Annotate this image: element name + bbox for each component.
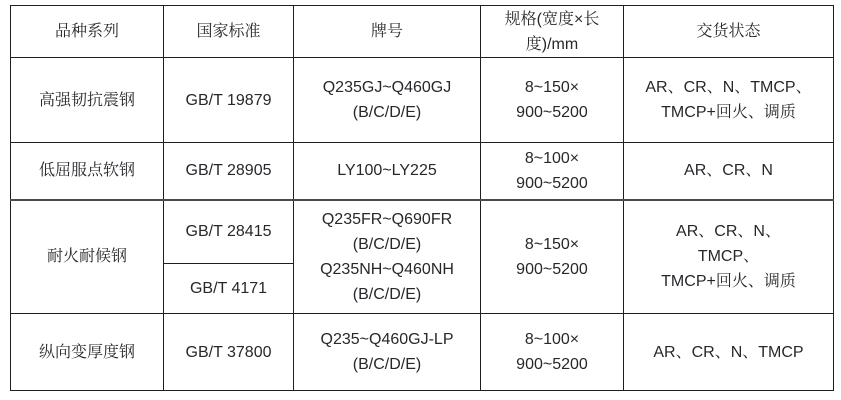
steel-products-table <box>10 5 834 391</box>
grade-line: Q235NH~Q460NH <box>320 260 454 278</box>
series-cell: 纵向变厚度钢 <box>11 314 164 391</box>
header-grade: 牌号 <box>294 6 481 58</box>
grade-cell <box>294 143 481 200</box>
delivery-line: TMCP+回火、调质 <box>661 273 796 291</box>
delivery-cell <box>624 314 834 391</box>
spec-cell <box>481 200 624 314</box>
spec-line: 900~5200 <box>516 356 588 373</box>
delivery-cell <box>624 200 834 314</box>
grade-cell <box>294 200 481 314</box>
spec-line: 900~5200 <box>516 260 588 278</box>
table-header-row <box>11 6 834 58</box>
spec-line: 8~100× <box>524 149 580 167</box>
spec-line: 900~5200 <box>516 104 588 121</box>
grade-cell <box>294 314 481 391</box>
delivery-line: TMCP、 <box>697 248 760 266</box>
delivery-cell <box>624 143 834 200</box>
grade-line: Q235FR~Q690FR <box>321 210 453 228</box>
standard-cell: GB/T 19879 <box>164 58 294 143</box>
series-cell: 耐火耐候钢 <box>11 200 164 314</box>
grade-line: (B/C/D/E) <box>352 285 422 303</box>
series-cell: 低屈服点软钢 <box>11 143 164 200</box>
table-row <box>11 314 834 391</box>
grade-line: (B/C/D/E) <box>352 104 422 121</box>
header-spec: 规格(宽度×长度)/mm <box>481 6 624 58</box>
spec-line: 8~150× <box>524 235 580 253</box>
header-standard: 国家标准 <box>164 6 294 58</box>
delivery-line: TMCP+回火、调质 <box>661 104 796 121</box>
standard-cell: GB/T 37800 <box>164 314 294 391</box>
grade-line: Q235~Q460GJ-LP <box>320 331 454 348</box>
table-row <box>11 143 834 200</box>
standard-cell: GB/T 28415 <box>164 200 294 264</box>
grade-line: LY100~LY225 <box>337 162 437 180</box>
spec-cell <box>481 314 624 391</box>
spec-cell <box>481 143 624 200</box>
standard-cell: GB/T 28905 <box>164 143 294 200</box>
grade-cell <box>294 58 481 143</box>
standard-cell: GB/T 4171 <box>164 264 294 314</box>
table-row <box>11 58 834 143</box>
table-row <box>11 200 834 264</box>
spec-line: 900~5200 <box>516 174 588 192</box>
delivery-line: AR、CR、N、TMCP、 <box>645 79 812 96</box>
spec-line: 8~150× <box>524 79 580 96</box>
header-series: 品种系列 <box>11 6 164 58</box>
delivery-line: AR、CR、N、 <box>676 223 781 241</box>
delivery-line: AR、CR、N <box>684 162 773 180</box>
grade-line: Q235GJ~Q460GJ <box>322 79 452 96</box>
grade-line: (B/C/D/E) <box>352 356 422 373</box>
series-cell: 高强韧抗震钢 <box>11 58 164 143</box>
delivery-cell <box>624 58 834 143</box>
grade-line: (B/C/D/E) <box>352 235 422 253</box>
header-delivery: 交货状态 <box>624 6 834 58</box>
delivery-line: AR、CR、N、TMCP <box>653 343 804 361</box>
spec-cell <box>481 58 624 143</box>
spec-line: 8~100× <box>524 331 580 348</box>
